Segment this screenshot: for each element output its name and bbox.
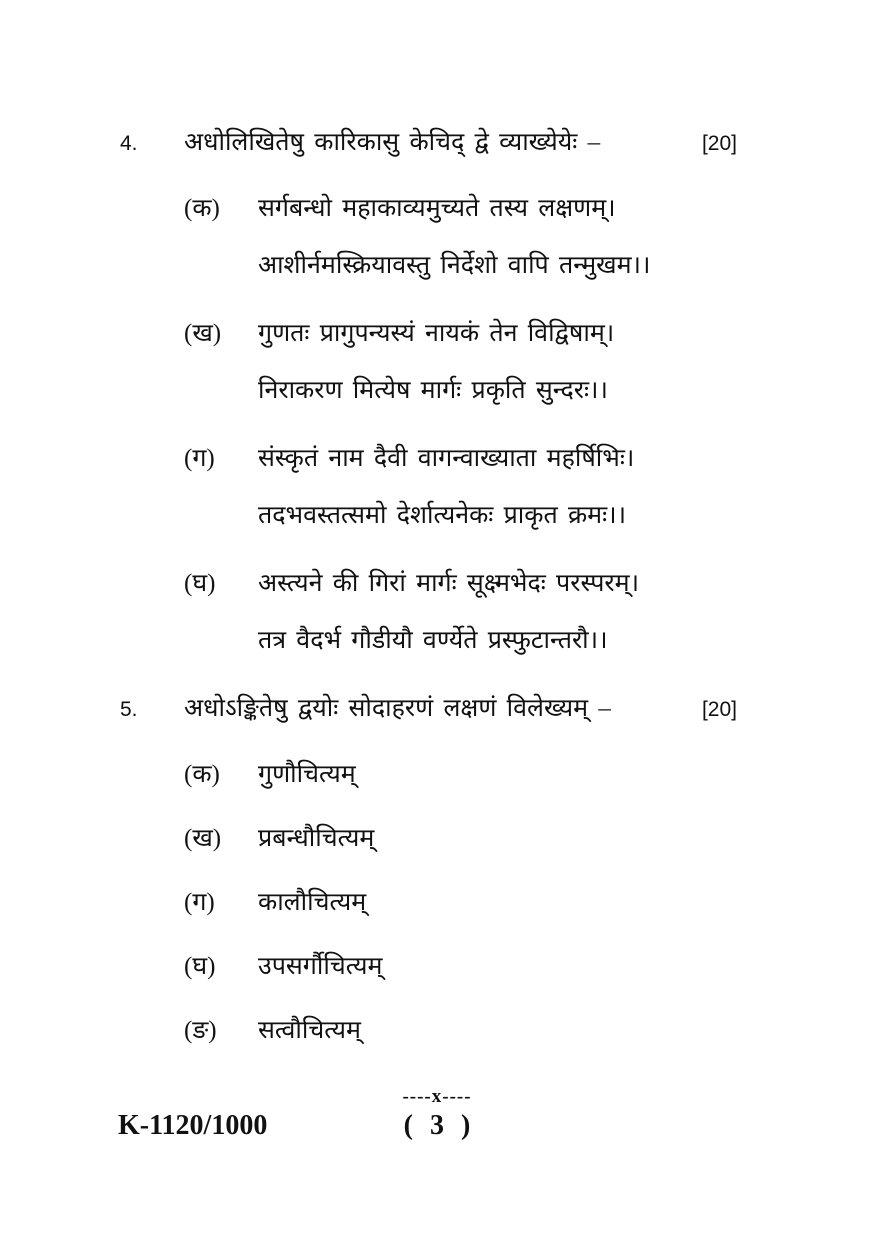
item-label: (ग)	[184, 889, 215, 916]
verse-line: आशीर्नमस्क्रियावस्तु निर्देशो वापि तन्मुखम।।	[258, 252, 651, 279]
item-text	[258, 1014, 737, 1048]
verse-line: निराकरण मित्येष मार्गः प्रकृति सुन्दरः।।	[258, 377, 609, 404]
item-line: गुणौचित्यम्	[258, 761, 356, 788]
item-text	[258, 886, 737, 920]
item-text	[258, 758, 737, 792]
verse-line: तदभवस्तत्समो देर्शात्यनेकः प्राकृत क्रमः।।	[258, 502, 627, 529]
page-content	[0, 126, 874, 1048]
question-number: 4.	[120, 132, 138, 155]
item-label: (घ)	[184, 953, 216, 980]
paper-code: K-1120/1000	[118, 1110, 268, 1141]
item-line: उपसर्गौचित्यम्	[258, 953, 383, 980]
item-label: (ग)	[184, 445, 215, 472]
item-text	[258, 950, 737, 984]
item-label: (क)	[184, 761, 220, 788]
verse-lines	[258, 442, 737, 533]
question-5	[120, 692, 737, 1048]
marks-badge: [20]	[701, 131, 737, 155]
question-4-item-ga	[184, 442, 737, 533]
item-line: कालौचित्यम्	[258, 889, 367, 916]
item-label: (ख)	[184, 825, 222, 852]
item-line: प्रबन्धौचित्यम्	[258, 825, 375, 852]
verse-line: सर्गबन्धो महाकाव्यमुच्यते तस्य लक्षणम्।	[258, 195, 616, 222]
item-label: (घ)	[184, 570, 216, 597]
question-5-item-nga	[184, 1014, 737, 1048]
item-label: (ङ)	[184, 1017, 217, 1044]
verse-line: अस्त्यने की गिरां मार्गः सूक्ष्मभेदः परस्परम्।	[258, 570, 640, 597]
item-text	[258, 822, 737, 856]
verse-lines	[258, 317, 737, 408]
question-4-item-gha	[184, 567, 737, 658]
verse-lines	[258, 567, 737, 658]
question-5-item-ka	[184, 758, 737, 792]
question-4	[120, 126, 737, 658]
question-5-item-ga	[184, 886, 737, 920]
verse-lines	[258, 192, 737, 283]
question-4-item-ka	[184, 192, 737, 283]
question-4-heading	[120, 126, 737, 161]
item-label: (ख)	[184, 320, 222, 347]
verse-line: गुणतः प्रागुपन्यस्यं नायकं तेन विद्विषाम्।	[258, 320, 615, 347]
end-separator: ----x----	[402, 1086, 472, 1107]
page-footer	[0, 1110, 874, 1150]
verse-line: तत्र वैदर्भ गौडीयौ वर्ण्येते प्रस्फुटान्तरौ।।	[258, 627, 608, 654]
verse-line: संस्कृतं नाम दैवी वागन्वाख्याता महर्षिभिः।	[258, 445, 635, 472]
question-4-item-kha	[184, 317, 737, 408]
question-5-heading	[120, 692, 737, 727]
question-text: अधोऽङ्कितेषु द्वयोः सोदाहरणं लक्षणं विलेख्यम् –	[184, 695, 611, 722]
question-number: 5.	[120, 698, 138, 721]
question-5-item-kha	[184, 822, 737, 856]
item-line: सत्वौचित्यम्	[258, 1017, 361, 1044]
question-5-item-gha	[184, 950, 737, 984]
marks-badge: [20]	[701, 697, 737, 721]
item-label: (क)	[184, 195, 220, 222]
question-text: अधोलिखितेषु कारिकासु केचिद् द्वे व्याख्येयेः –	[184, 129, 601, 156]
page-number: ( 3 )	[403, 1110, 471, 1141]
